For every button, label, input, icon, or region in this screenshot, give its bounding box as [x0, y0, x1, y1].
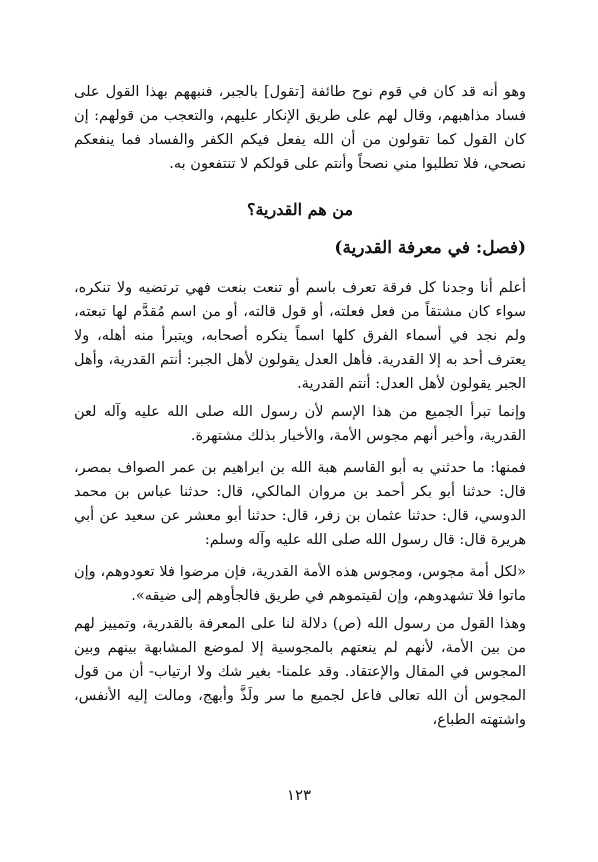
- chapter-heading: (فصل: في معرفة القدرية): [334, 238, 526, 258]
- paragraph-majus-comparison: وهذا القول من رسول الله (ص) دلالة لنا على المعرفة بالقدرية، وتمييز لهم من بين الأمة، لأنهم لم ينعتهم بالمجوسية إلا لموضع المشابهة بينهم وبين المجوس في المقال والإعتقاد. وقد علمنا- بغير شك ولا ارتياب- أن من قول المجوس أن الله تعالى فاعل لجميع ما سر ولَذَّ وأبهج، ومالت إليه الأنفس، واشتهته الطباع،: [74, 616, 526, 728]
- paragraph-qadariyya-name: أعلم أنا وجدنا كل فرقة تعرف باسم أو تنعت بنعت فهي ترتضيه ولا تنكره، سواء كان مشتقاً من فعل فعلته، أو قول قالته، أو من اسم مُقدَّم لها تبعته، ولم نجد في أسماء الفرق كلها اسماً ينكره أصحابه، ويتبرأ منه أهله، ولا يعترف أحد به إلا القدرية. فأهل العدل يقولون لأهل الجبر: أنتم القدرية، وأهل الجبر يقولون لأهل العدل: أنتم القدرية.: [74, 280, 526, 392]
- page-body: [74, 80, 526, 732]
- paragraph-hadith-quote: «لكل أمة مجوس، ومجوس هذه الأمة القدرية، فإن مرضوا فلا تعودوهم، وإن ماتوا فلا تشهدوهم، وإن لقيتموهم في طريق فالجأوهم إلى ضيقه».: [74, 564, 526, 604]
- paragraph-disavowal: وإنما تبرأ الجميع من هذا الإسم لأن رسول الله صلى الله عليه وآله لعن القدرية، وأخبر أنهم مجوس الأمة، والأخبار بذلك مشتهرة.: [74, 404, 526, 444]
- paragraph-isnad: فمنها: ما حدثني به أبو القاسم هبة الله بن ابراهيم بن عمر الصواف بمصر، قال: حدثنا أبو بكر أحمد بن مروان المالكي، قال: حدثنا عباس بن محمد الدوسي، قال: حدثنا عثمان بن زفر، قال: حدثنا أبو معشر عن سعيد عن أبي هريرة قال: قال رسول الله صلى الله عليه وآله وسلم:: [74, 460, 526, 548]
- page-number: ١٢٣: [286, 786, 312, 804]
- section-title: من هم القدرية؟: [246, 200, 354, 219]
- intro-paragraph: وهو أنه قد كان في قوم نوح طائفة [تقول] بالجبر، فنبههم بهذا القول على فساد مذاهبهم، وقال لهم على طريق الإنكار عليهم، والتعجب من قولهم: إن كان القول كما تقولون من أن الله يفعل فيكم الكفر والفساد فما ينفعكم نصحي، فلا تطلبوا مني نصحاً وأنتم على قولكم لا تنتفعون به.: [74, 84, 526, 172]
